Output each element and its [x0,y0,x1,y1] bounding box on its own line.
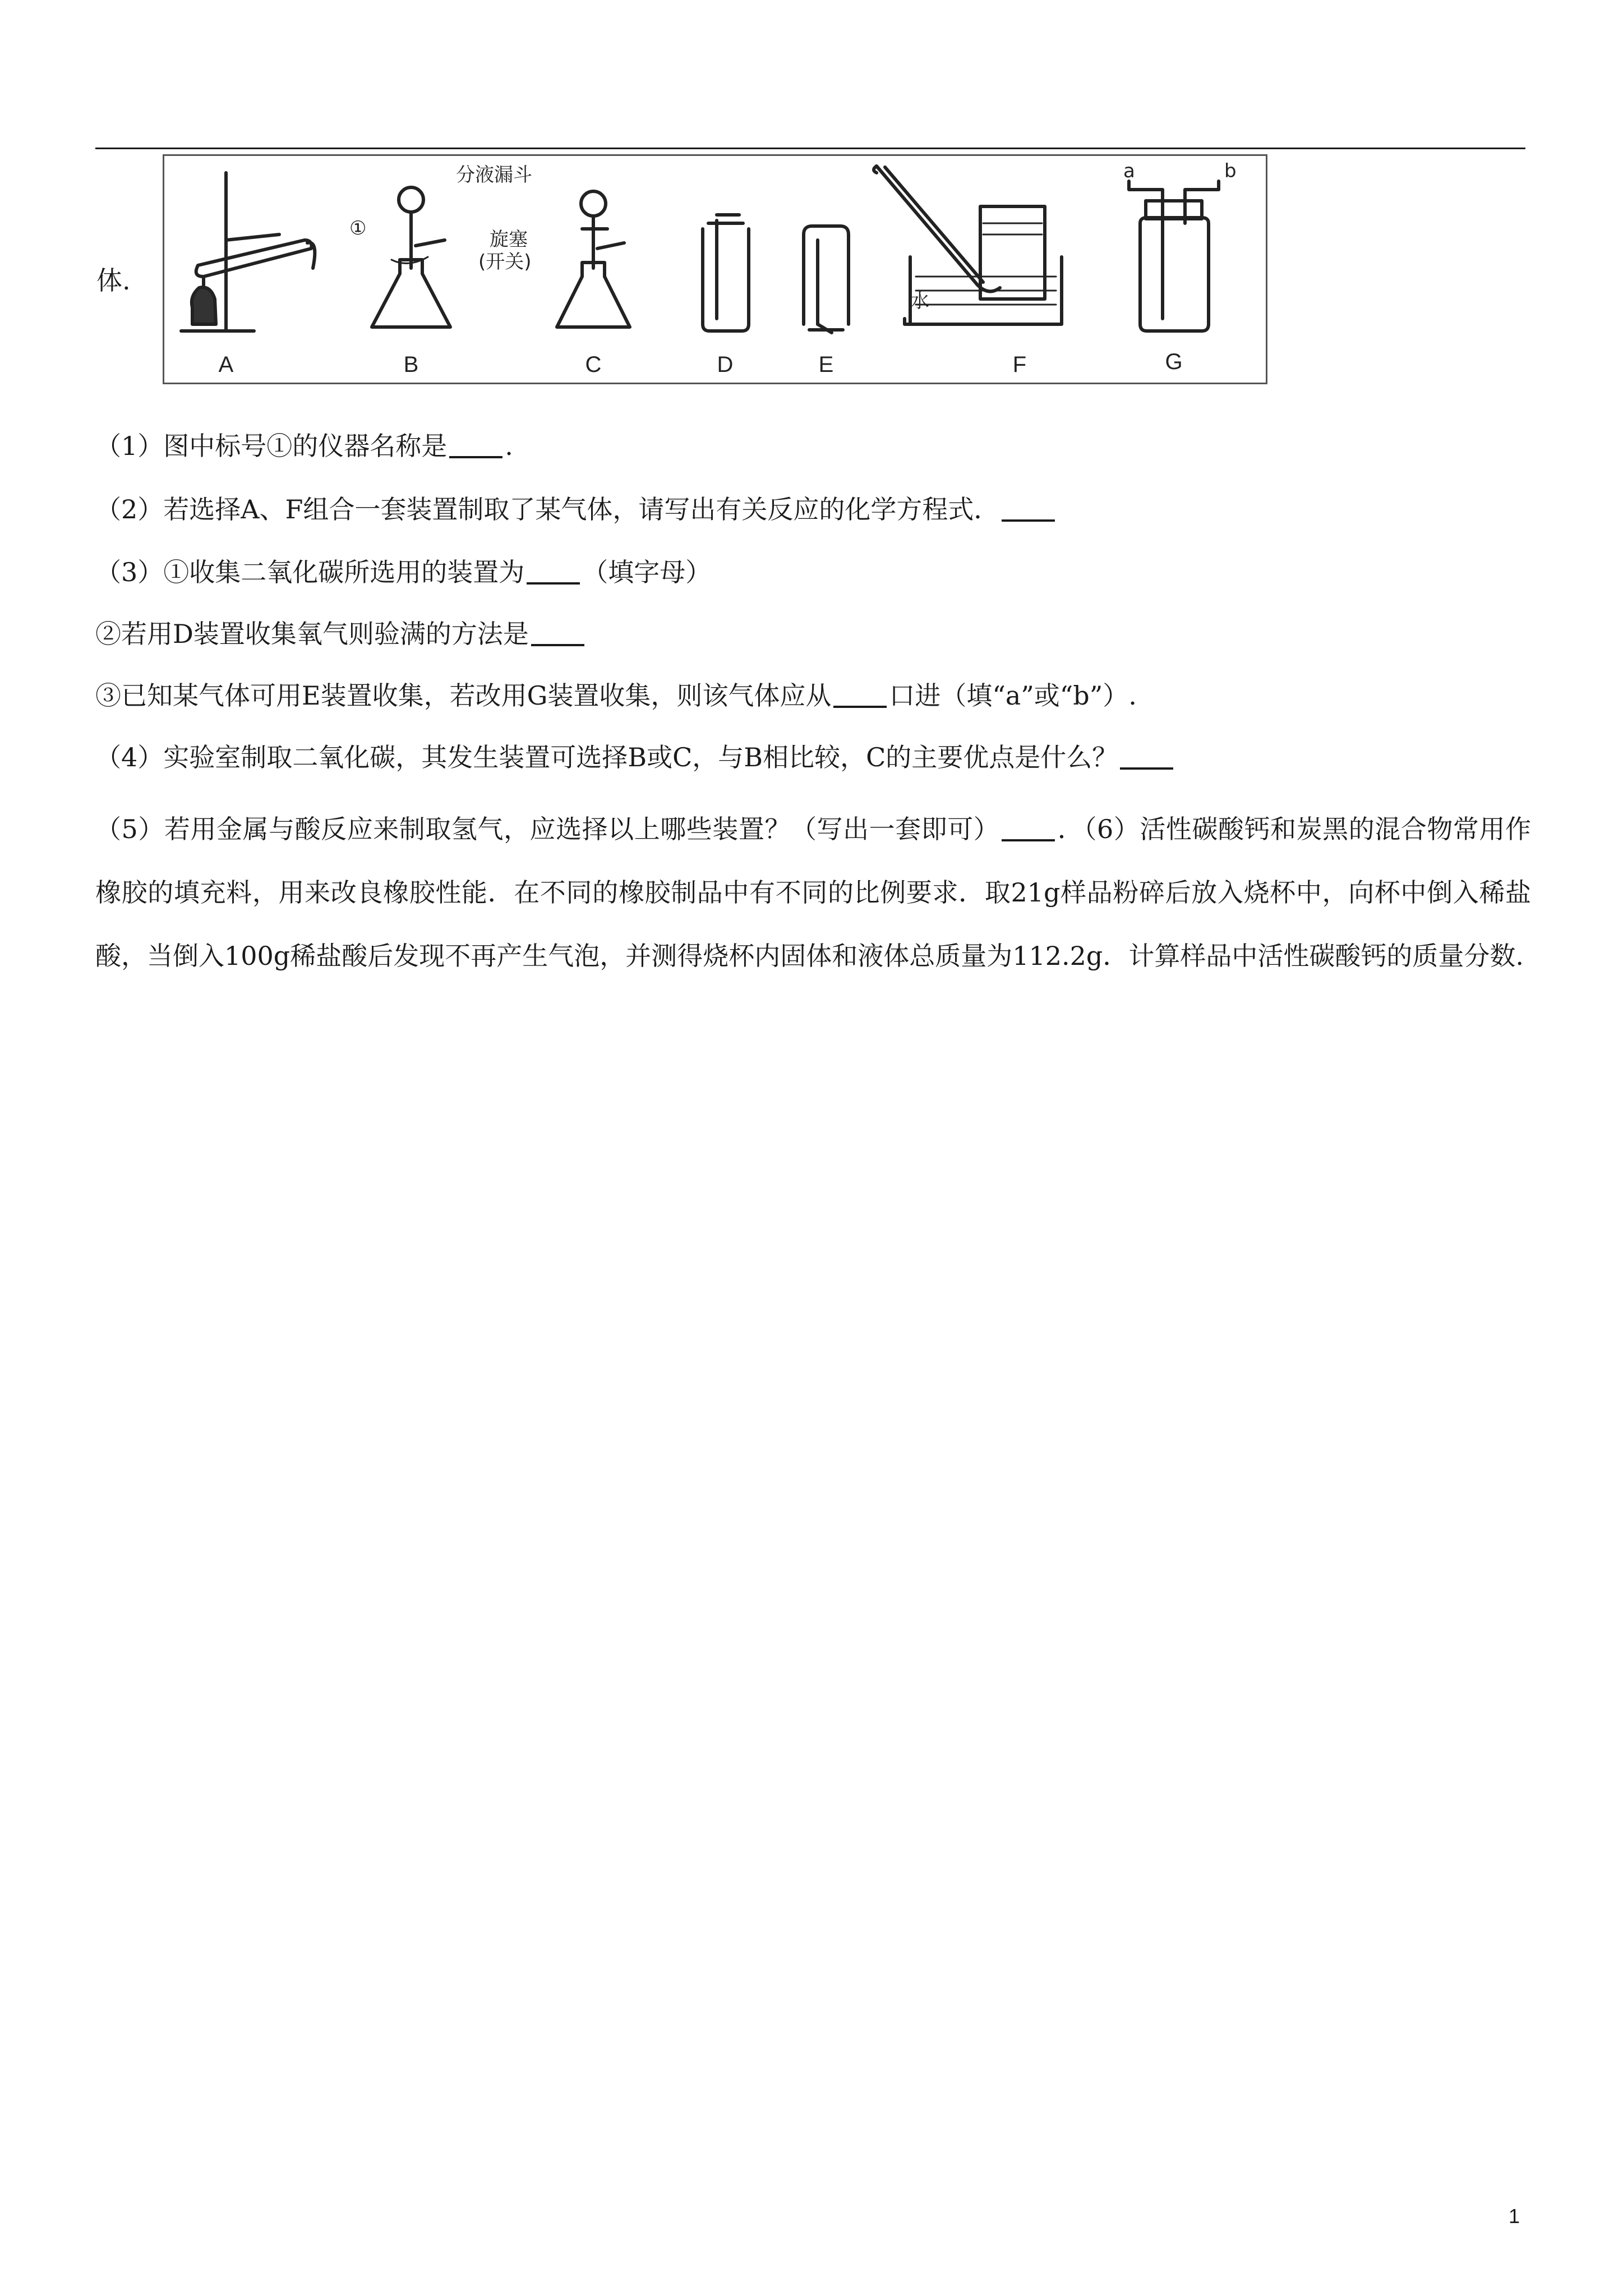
lead-fragment: 体. [96,265,131,296]
q3-text: （3）①收集二氧化碳所选用的装置为 [95,557,525,587]
q3c-suffix: 口进（填“a”或“b”）. [889,680,1137,711]
q3-blank[interactable] [527,582,580,585]
q3b-blank[interactable] [531,644,584,646]
q1-blank[interactable] [449,456,502,458]
label-d: D [717,352,734,377]
apparatus-d [703,215,749,331]
apparatus-g [1129,181,1219,331]
header-rule [95,148,1525,149]
question-2 [95,493,1057,526]
question-3c [95,679,1137,712]
apparatus-e [804,226,849,333]
q2-text: （2）若选择A、F组合一套装置制取了某气体，请写出有关反应的化学方程式． [95,494,1000,524]
apparatus-f [874,166,1062,324]
label-g: G [1165,349,1183,374]
water-label: 水 [910,290,929,312]
apparatus-c [557,191,630,327]
label-f: F [1012,352,1027,377]
q3b-text: ②若用D装置收集氧气则验满的方法是 [95,619,529,649]
label-c: C [585,352,602,377]
q1-text: （1）图中标号①的仪器名称是 [95,431,448,461]
label-b: B [403,352,419,377]
q2-blank[interactable] [1002,519,1055,522]
question-1 [95,429,513,463]
port-b-label: b [1224,160,1237,182]
label-a: A [218,352,234,377]
question-3 [95,555,711,589]
q4-text: （4）实验室制取二氧化碳，其发生装置可选择B或C，与B相比较，C的主要优点是什么？ [95,742,1118,772]
port-a-label: a [1123,160,1135,182]
marker-1: ① [349,217,367,240]
label-e: E [818,352,834,377]
apparatus-drawing [164,156,1266,383]
question-3b [95,617,587,651]
question-5-6 [95,798,1531,988]
q3-suffix: （填字母） [582,557,712,587]
q3c-blank[interactable] [833,706,887,708]
q1-suffix: . [505,431,513,461]
q6-text: ．（6）活性碳酸钙和炭黑的混合物常用作橡胶的填充料，用来改良橡胶性能．在不同的橡胶制品中有不同的比例要求．取21g样品粉碎后放入烧杯中，向杯中倒入稀盐酸，当倒入100g稀盐酸后发现不再产生气泡，并测得烧杯内固体和液体总质量为112.2g．计算样品中活性碳酸钙的质量分数. [95,814,1531,971]
q3c-text: ③已知某气体可用E装置收集，若改用G装置收集，则该气体应从 [95,680,832,711]
page-number: 1 [1509,2205,1520,2228]
stopcock-label: 旋塞 [490,228,528,251]
switch-label: (开关) [478,251,532,273]
funnel-label: 分液漏斗 [456,164,532,186]
apparatus-figure [163,154,1267,384]
apparatus-b [372,187,450,327]
q5-text: （5）若用金属与酸反应来制取氢气，应选择以上哪些装置？（写出一套即可） [95,814,1000,844]
q5-blank[interactable] [1002,839,1055,841]
apparatus-a [181,173,315,331]
question-4 [95,740,1175,774]
q4-blank[interactable] [1120,767,1173,770]
